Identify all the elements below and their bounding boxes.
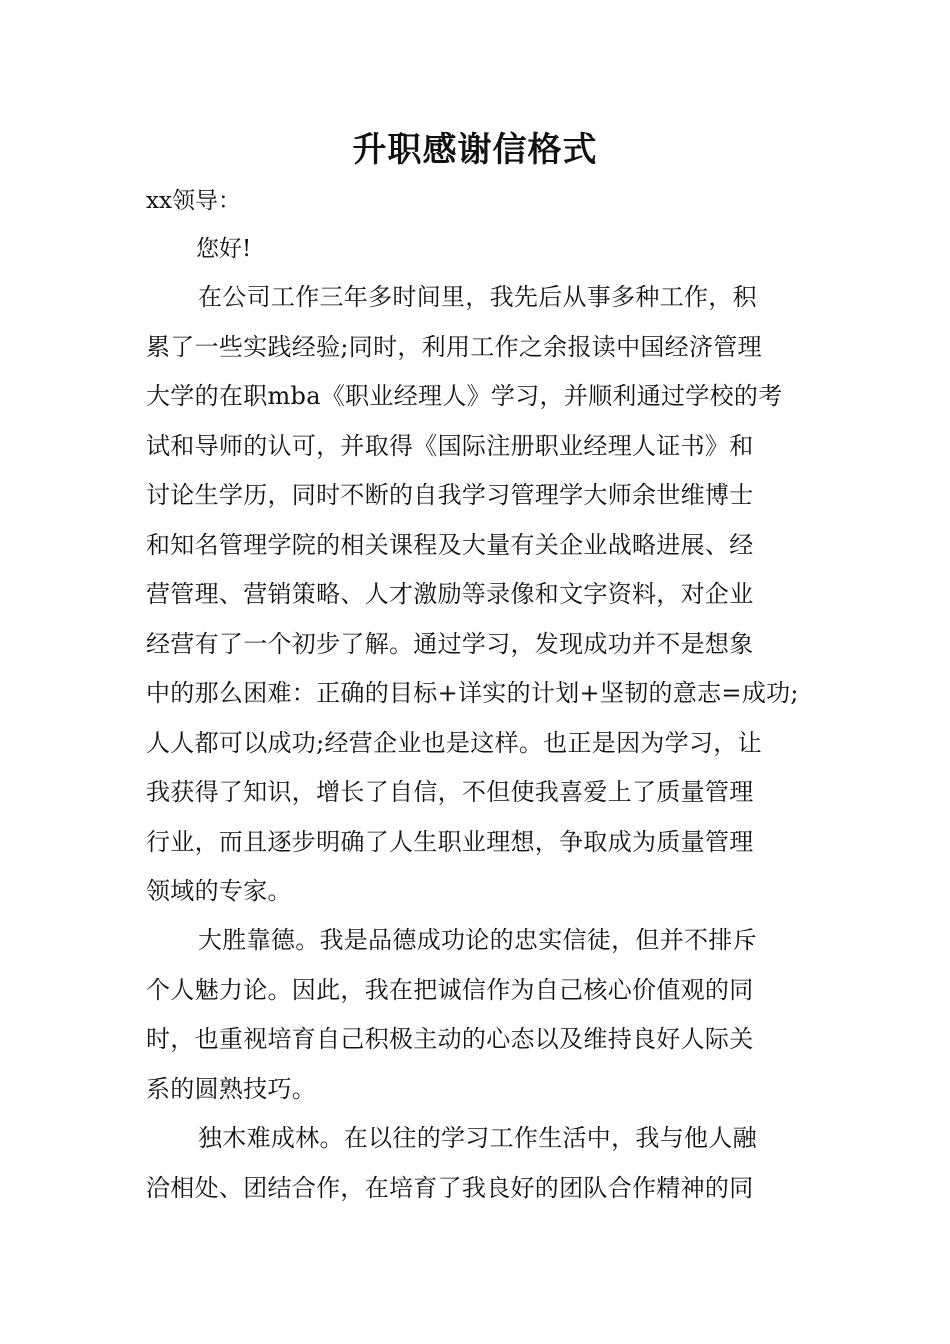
paragraph-line: 讨论生学历，同时不断的自我学习管理学大师余世维博士 <box>146 481 754 509</box>
paragraph-line: 领域的专家。 <box>146 877 292 905</box>
paragraph-line: 试和导师的认可，并取得《国际注册职业经理人证书》和 <box>146 431 754 460</box>
paragraph-line: 经营有了一个初步了解。通过学习，发现成功并不是想象 <box>146 629 754 658</box>
paragraph-line: 行业，而且逐步明确了人生职业理想，争取成为质量管理 <box>146 827 754 856</box>
paragraph-line: 大学的在职mba《职业经理人》学习，并顺利通过学校的考 <box>146 382 783 410</box>
paragraph-line: 累了一些实践经验;同时，利用工作之余报读中国经济管理 <box>146 332 762 361</box>
document-title: 升职感谢信格式 <box>352 130 598 170</box>
paragraph-line: 时，也重视培育自己积极主动的心态以及维持良好人际关 <box>146 1025 754 1053</box>
paragraph-line: 中的那么困难：正确的目标+详实的计划+坚韧的意志=成功; <box>146 679 799 707</box>
paragraph-line: 系的圆熟技巧。 <box>146 1074 317 1103</box>
paragraph-line: 大胜靠德。我是品德成功论的忠实信徒，但并不排斥 <box>198 926 757 954</box>
paragraph-1 <box>146 273 811 917</box>
paragraph-3 <box>146 1114 811 1213</box>
paragraph-2 <box>146 916 811 1114</box>
paragraph-line: 我获得了知识，增长了自信，不但使我喜爱上了质量管理 <box>146 778 754 806</box>
paragraph-line: 个人魅力论。因此，我在把诚信作为自己核心价值观的同 <box>146 975 754 1004</box>
paragraph-line: 营管理、营销策略、人才激励等录像和文字资料，对企业 <box>146 580 754 608</box>
paragraph-line: 人人都可以成功;经营企业也是这样。也正是因为学习，让 <box>146 728 762 757</box>
paragraph-line: 独木难成林。在以往的学习工作生活中，我与他人融 <box>198 1124 757 1152</box>
paragraph-line: 洽相处、团结合作，在培育了我良好的团队合作精神的同 <box>146 1173 754 1202</box>
paragraph-line: 和知名管理学院的相关课程及大量有关企业战略进展、经 <box>146 530 754 559</box>
greeting: 您好! <box>196 236 252 262</box>
salutation: xx领导： <box>146 188 241 214</box>
paragraph-line: 在公司工作三年多时间里，我先后从事多种工作，积 <box>198 283 757 311</box>
